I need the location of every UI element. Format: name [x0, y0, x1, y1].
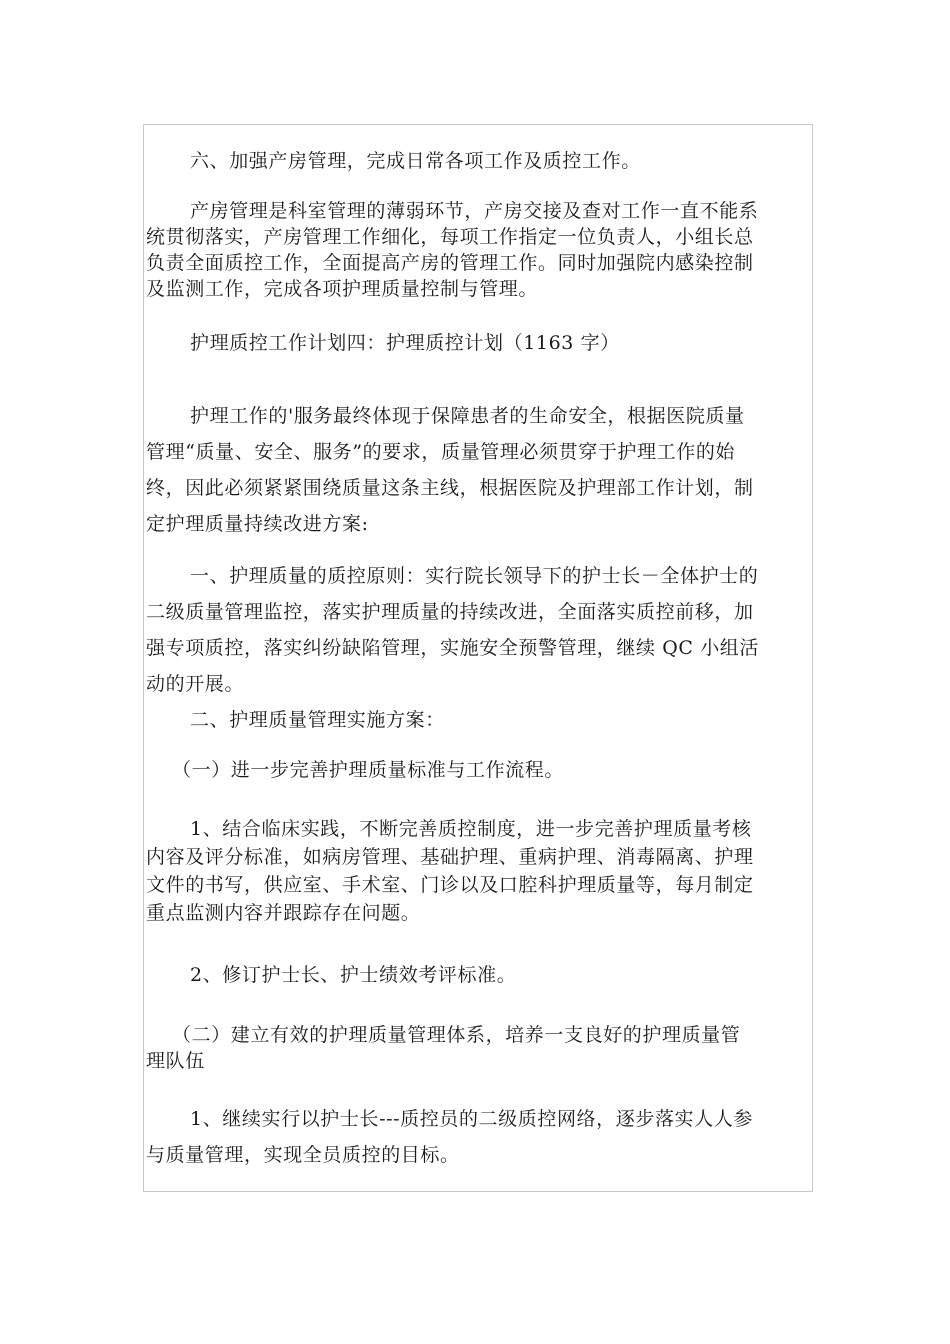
text-line: 强专项质控，落实纠纷缺陷管理，实施安全预警管理，继续 QC 小组活 [146, 637, 759, 659]
text-line: 内容及评分标准，如病房管理、基础护理、重病护理、消毒隔离、护理 [146, 846, 754, 868]
paragraph-item-two [146, 962, 814, 988]
subsection-heading-one [146, 757, 814, 783]
section-heading-plan-four [146, 330, 814, 356]
text-line: 与质量管理，实现全员质控的目标。 [146, 1144, 460, 1166]
text-line: 一、护理质量的质控原则：实行院长领导下的护士长－全体护士的 [190, 565, 759, 587]
text-line: 2、修订护士长、护士绩效考评标准。 [190, 964, 517, 986]
section-heading-implementation [146, 707, 814, 733]
paragraph-item-one [146, 815, 814, 927]
paragraph-intro [146, 398, 814, 542]
text-line: 及监测工作，完成各项护理质量控制与管理。 [146, 278, 539, 300]
text-line: 六、加强产房管理，完成日常各项工作及质控工作。 [190, 150, 641, 172]
text-line: 1、结合临床实践，不断完善质控制度，进一步完善护理质量考核 [190, 818, 752, 840]
paragraph-item-three [146, 1101, 814, 1173]
text-line: （二）建立有效的护理质量管理体系，培养一支良好的护理质量管 [172, 1024, 741, 1046]
text-line: （一）进一步完善护理质量标准与工作流程。 [172, 759, 565, 781]
text-line: 护理工作的'服务最终体现于保障患者的生命安全，根据医院质量 [190, 405, 745, 427]
subsection-heading-two [146, 1022, 814, 1074]
text-line: 统贯彻落实，产房管理工作细化，每项工作指定一位负责人，小组长总 [146, 226, 754, 248]
text-line: 定护理质量持续改进方案: [146, 513, 369, 535]
paragraph-section-six [146, 148, 814, 174]
paragraph-delivery-room [146, 198, 814, 302]
text-line: 理队伍 [146, 1050, 205, 1072]
text-line: 动的开展。 [146, 673, 245, 695]
text-line: 负责全面质控工作，全面提高产房的管理工作。同时加强院内感染控制 [146, 252, 754, 274]
text-line: 1、继续实行以护士长---质控员的二级质控网络，逐步落实人人参 [190, 1108, 753, 1130]
text-line: 二、护理质量管理实施方案： [190, 709, 445, 731]
text-line: 二级质量管理监控，落实护理质量的持续改进，全面落实质控前移，加 [146, 601, 754, 623]
text-line: 文件的书写，供应室、手术室、门诊以及口腔科护理质量等，每月制定 [146, 874, 754, 896]
paragraph-principles [146, 558, 814, 702]
text-line: 终，因此必须紧紧围绕质量这条主线，根据医院及护理部工作计划，制 [146, 477, 754, 499]
text-line: 护理质控工作计划四：护理质控计划（1163 字） [190, 332, 620, 354]
text-line: 管理“质量、安全、服务”的要求，质量管理必须贯穿于护理工作的始 [146, 441, 736, 463]
text-line: 产房管理是科室管理的薄弱环节，产房交接及查对工作一直不能系 [190, 200, 759, 222]
text-line: 重点监测内容并跟踪存在问题。 [146, 902, 421, 924]
